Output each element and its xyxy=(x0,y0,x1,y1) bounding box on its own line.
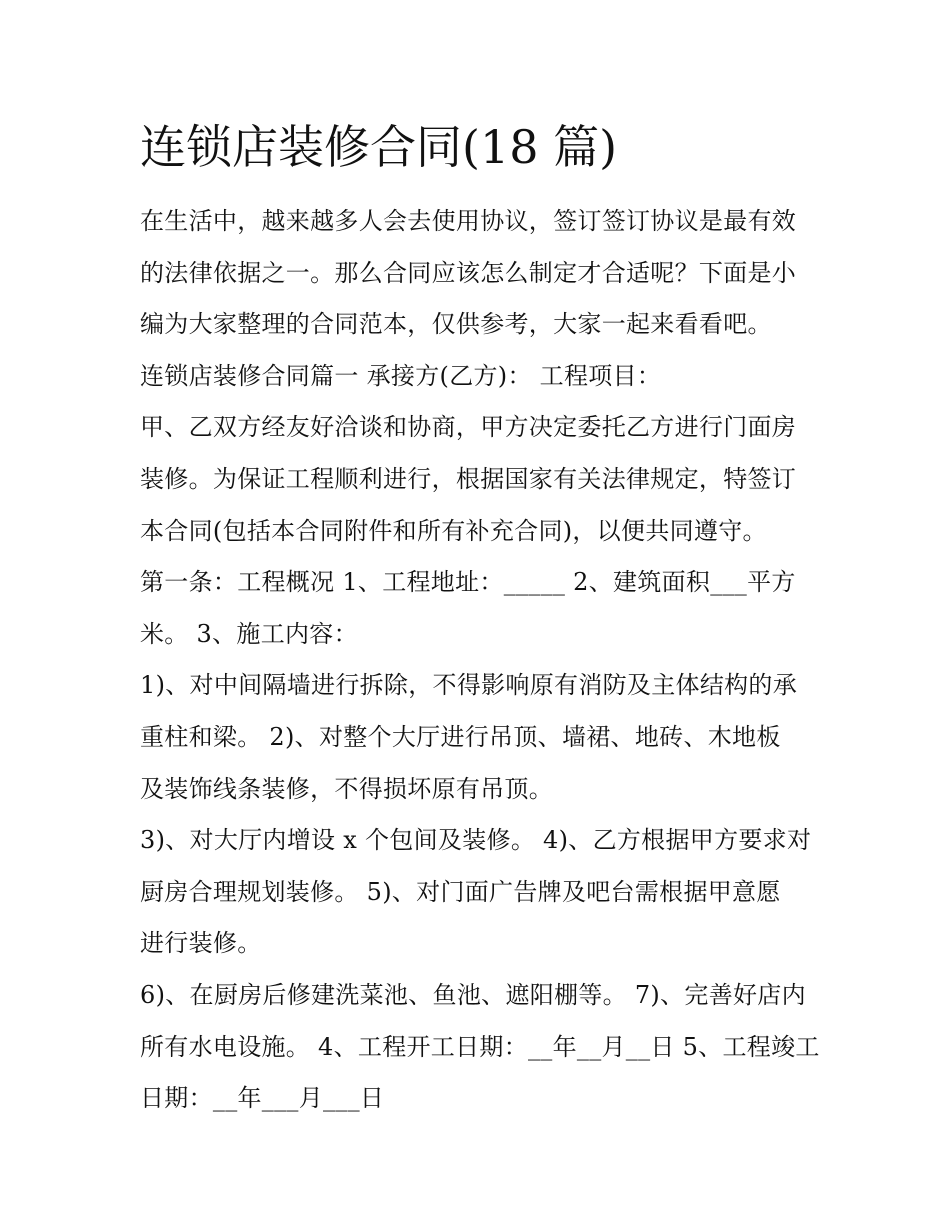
body-line: 6)、在厨房后修建洗菜池、鱼池、遮阳棚等。 7)、完善好店内 xyxy=(140,980,806,1009)
body-line: 米。 3、施工内容： xyxy=(140,619,358,648)
body-line: 连锁店装修合同篇一 承接方(乙方)： 工程项目： xyxy=(140,361,662,390)
body-line: 装修。为保证工程顺利进行，根据国家有关法律规定，特签订 xyxy=(140,464,797,493)
body-line: 重柱和梁。 2)、对整个大厅进行吊顶、墙裙、地砖、木地板 xyxy=(140,722,781,751)
body-line: 第一条：工程概况 1、工程地址：_____ 2、建筑面积___平方 xyxy=(140,568,796,597)
body-line: 厨房合理规划装修。 5)、对门面广告牌及吧台需根据甲意愿 xyxy=(140,877,781,906)
body-line: 日期：__年___月___日 xyxy=(140,1084,385,1113)
body-line: 及装饰线条装修，不得损坏原有吊顶。 xyxy=(140,774,554,803)
body-line: 3)、对大厅内增设 x 个包间及装修。 4)、乙方根据甲方要求对 xyxy=(140,826,812,855)
body-line: 甲、乙双方经友好洽谈和协商，甲方决定委托乙方进行门面房 xyxy=(140,413,797,442)
body-line: 编为大家整理的合同范本，仅供参考，大家一起来看看吧。 xyxy=(140,310,772,339)
body-line: 进行装修。 xyxy=(140,929,262,958)
document-body xyxy=(140,196,820,1125)
body-line: 的法律依据之一。那么合同应该怎么制定才合适呢？下面是小 xyxy=(140,258,797,287)
body-line: 本合同(包括本合同附件和所有补充合同)，以便共同遵守。 xyxy=(140,516,767,545)
body-line: 在生活中，越来越多人会去使用协议，签订签订协议是最有效 xyxy=(140,207,797,235)
body-line: 所有水电设施。 4、工程开工日期：__年__月__日 5、工程竣工 xyxy=(140,1032,820,1061)
document-title: 连锁店装修合同(18 篇) xyxy=(140,120,618,174)
body-line: 1)、对中间隔墙进行拆除，不得影响原有消防及主体结构的承 xyxy=(140,671,798,700)
